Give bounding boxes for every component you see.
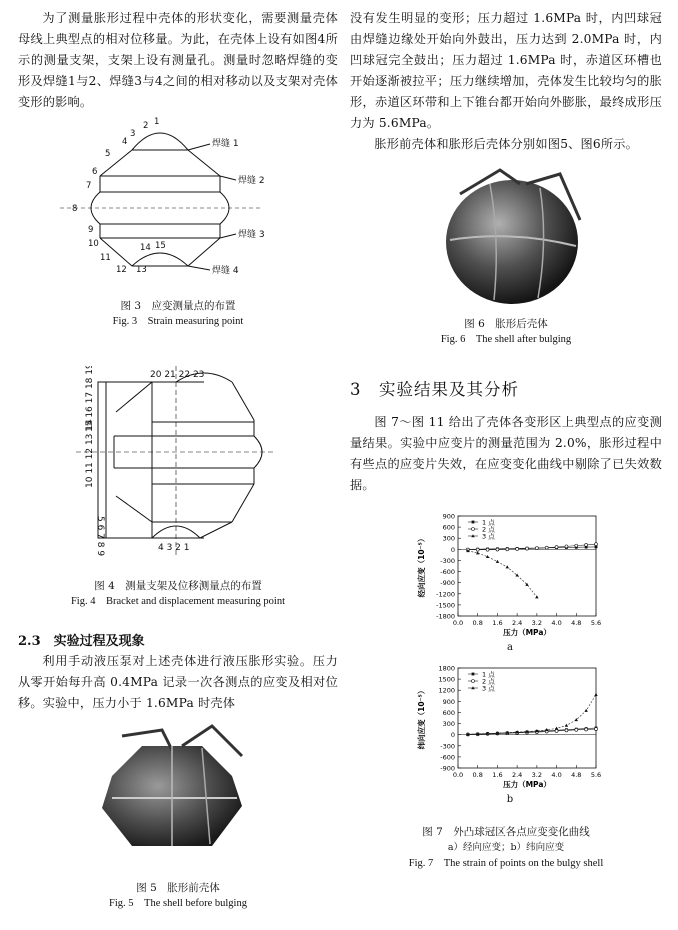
chart-a-xtick-3: 2.4	[511, 619, 523, 627]
chart-a-legend-label-3: 3 点	[482, 532, 495, 541]
chart-a-xtick-1: 0.8	[472, 619, 483, 627]
figure-6-caption	[350, 316, 662, 348]
figure-4-caption-cn: 图 4 测量支架及位移测量点的布置	[94, 580, 262, 592]
fig3-point-2: 2	[143, 121, 149, 131]
chart-a-xtick-2: 1.6	[492, 619, 503, 627]
chart-b-series-3-point-9	[555, 727, 558, 730]
chart-b-ytick-7: -300	[440, 742, 455, 751]
chart-a-series-2-point-2	[486, 548, 489, 551]
chart-b-legend-label-2: 2 点	[482, 677, 495, 686]
chart-b-series-3-point-12	[584, 709, 587, 712]
figure-3-caption-en: Fig. 3 Strain measuring point	[112, 316, 244, 327]
left-column	[18, 8, 338, 113]
right-paragraph-3: 图 7～图 11 给出了壳体各变形区上典型点的应变测量结果。实验中应变片的测量范围为 2.0%，胀形过程中有些点的应变片失效，在应变变化曲线中剔除了已失效数据。	[350, 415, 662, 492]
chart-a-series-2-point-6	[526, 547, 529, 550]
left-paragraph-1: 为了测量胀形过程中壳体的形状变化，需要测量壳体母线上典型点的相对位移量。为此，在壳体上设有如图4所示的测量支架，支架上设有测量孔。测量时忽略焊缝的变形及焊缝1与2、焊缝3与4之间的相对移动以及支架对壳体变形的影响。	[18, 11, 338, 109]
figure-7-caption	[350, 824, 662, 872]
fig3-weld-4: 焊缝 4	[212, 266, 239, 276]
figure-3-caption	[18, 298, 338, 330]
figure-5-caption	[18, 880, 338, 912]
chart-a-series-2-point-11	[575, 544, 578, 547]
chart-b-ytick-2: 1200	[438, 686, 455, 695]
figure-7-caption-cn: 图 7 外凸球冠区各点应变变化曲线	[422, 826, 590, 838]
figure-7-caption-sub: a）经向应变；b）纬向应变	[447, 842, 565, 853]
figure-3-diagram	[60, 112, 320, 288]
chart-b-series-2-point-9	[555, 729, 558, 732]
figure-7b	[400, 660, 610, 800]
chart-b-series-2-point-10	[565, 729, 568, 732]
chart-b-series-3-point-13	[594, 693, 597, 696]
figure-6-caption-en: Fig. 6 The shell after bulging	[440, 334, 572, 345]
fig3-point-8: 8	[72, 204, 78, 214]
figure-6-image	[430, 160, 590, 310]
right-paragraph-2: 胀形前壳体和胀形后壳体分别如图5、图6所示。	[374, 137, 639, 151]
figure-5-image	[92, 716, 252, 866]
figure-4-caption-en: Fig. 4 Bracket and displacement measuring point	[70, 596, 286, 607]
chart-b-xtick-7: 5.6	[590, 771, 602, 779]
left-paragraph-2: 利用手动液压泵对上述壳体进行液压胀形实验。压力从零开始每升高 0.4MPa 记录一次各测点的应变及相对位移。实验中，压力小于 1.6MPa 时壳体	[18, 654, 338, 710]
fig3-point-14: 14	[140, 243, 151, 253]
figure-5-photo	[92, 716, 252, 866]
chart-a	[400, 508, 610, 648]
figure-6-photo	[430, 160, 590, 310]
chart-a-series-2-point-4	[506, 548, 509, 551]
fig3-point-1: 1	[154, 117, 160, 127]
chart-a-series-2-point-8	[545, 546, 548, 549]
fig3-point-11: 11	[100, 253, 111, 263]
section-3	[350, 376, 662, 496]
chart-a-legend-label-1: 1 点	[482, 518, 495, 527]
chart-b-xtick-2: 1.6	[492, 771, 503, 779]
chart-b-series-2-point-13	[595, 728, 598, 731]
figure-4-diagram	[76, 366, 276, 556]
chart-a-ytick-4: -300	[440, 556, 455, 565]
chart-b-ytick-3: 900	[442, 697, 455, 706]
chart-a-ytick-7: -1200	[436, 590, 455, 599]
chart-a-xtick-5: 4.0	[551, 619, 562, 627]
fig3-point-12: 12	[116, 265, 127, 275]
fig3-weld-1: 焊缝 1	[212, 139, 239, 149]
chart-a-xtick-4: 3.2	[531, 619, 543, 627]
figure-3	[60, 112, 320, 288]
chart-a-xtick-0: 0.0	[452, 619, 464, 627]
chart-b-xtick-4: 3.2	[531, 771, 543, 779]
chart-b-ytick-9: -900	[440, 764, 455, 773]
chart-a-series-3-point-7	[535, 595, 538, 598]
chart-b-xtick-6: 4.8	[571, 771, 582, 779]
figure-7b-label: b	[506, 794, 514, 805]
chart-a-xtick-7: 5.6	[590, 619, 602, 627]
fig3-point-15: 15	[155, 241, 166, 251]
fig3-point-7: 7	[86, 181, 92, 191]
chart-b-xtick-0: 0.0	[452, 771, 464, 779]
fig3-point-13: 13	[136, 265, 147, 275]
section-2-3-title: 2.3 实验过程及现象	[18, 634, 145, 649]
figure-5-caption-cn: 图 5 胀形前壳体	[136, 882, 220, 894]
figure-4	[76, 366, 276, 556]
figure-5-caption-en: Fig. 5 The shell before bulging	[109, 898, 247, 909]
chart-b-legend-label-1: 1 点	[482, 670, 495, 679]
chart-b-ylabel: 纬向应变（10⁻⁵）	[417, 686, 426, 750]
chart-a-xlabel: 压力（MPa）	[503, 628, 551, 637]
fig3-weld-3: 焊缝 3	[238, 230, 265, 240]
figure-3-caption-cn: 图 3 应变测量点的布置	[120, 300, 236, 312]
chart-a-ytick-3: 0	[450, 545, 455, 554]
chart-a-series-2-point-13	[595, 543, 598, 546]
chart-a-legend-marker-2	[472, 528, 475, 531]
chart-a-series-2-point-5	[516, 547, 519, 550]
chart-b-xtick-5: 4.0	[551, 771, 562, 779]
chart-a-series-2-point-10	[565, 545, 568, 548]
fig4-left-mid-points: 10 11 12 13 14	[85, 419, 95, 488]
fig3-point-6: 6	[92, 167, 98, 177]
chart-a-plot-frame	[458, 516, 596, 616]
chart-a-series-2-point-12	[585, 543, 588, 546]
chart-b-ytick-0: 1800	[438, 664, 455, 673]
chart-b-series-2-point-11	[575, 728, 578, 731]
figure-6-caption-cn: 图 6 胀形后壳体	[464, 318, 548, 330]
figure-7a-label: a	[507, 642, 513, 653]
chart-b-ytick-5: 300	[442, 720, 455, 729]
chart-a-legend-label-2: 2 点	[482, 525, 495, 534]
chart-a-ylabel: 经向应变（10⁻⁵）	[417, 534, 426, 598]
chart-a-legend-marker-1	[472, 521, 475, 524]
chart-b-legend-label-3: 3 点	[482, 684, 495, 693]
chart-a-series-3-point-3	[496, 560, 499, 563]
chart-b-xtick-3: 2.4	[511, 771, 523, 779]
fig3-point-4: 4	[122, 137, 128, 147]
chart-a-ytick-2: 300	[442, 534, 455, 543]
chart-a-ytick-9: -1800	[436, 612, 455, 621]
section-3-title: 3 实验结果及其分析	[350, 380, 519, 399]
section-2-3	[18, 630, 338, 714]
right-paragraph-1: 没有发生明显的变形；压力超过 1.6MPa 时，内凹球冠由焊缝边缘处开始向外鼓出，压力达到 2.0MPa 时，内凹球冠完全鼓出；压力超过 1.6MPa 时，赤道区环槽也开始逐渐被拉平；压力继续增加，壳体发生比较均匀的胀形，赤道区环带和上下锥台都开始向外膨胀，最终成形压力为 5.6MPa。	[350, 11, 662, 130]
figure-4-caption	[18, 578, 338, 610]
fig4-left-upper-points: 15 16 17 18 19	[85, 366, 95, 432]
fig3-point-10: 10	[88, 239, 99, 249]
chart-b-plot-frame	[458, 668, 596, 768]
chart-b-xlabel: 压力（MPa）	[503, 780, 551, 789]
chart-a-series-2-point-7	[535, 547, 538, 550]
chart-b	[400, 660, 610, 800]
chart-a-ytick-1: 600	[442, 523, 455, 532]
chart-a-ytick-5: -600	[440, 568, 455, 577]
chart-a-series-2-point-9	[555, 546, 558, 549]
chart-b-series-3-point-10	[565, 724, 568, 727]
chart-a-ytick-6: -900	[440, 579, 455, 588]
fig3-point-5: 5	[105, 149, 111, 159]
chart-a-series-2-point-1	[476, 548, 479, 551]
chart-b-ytick-4: 600	[442, 708, 455, 717]
chart-a-ytick-8: -1500	[436, 601, 455, 610]
chart-b-ytick-6: 0	[450, 731, 455, 740]
chart-b-ytick-8: -600	[440, 753, 455, 762]
fig4-top-points: 20 21 22 23	[150, 370, 205, 380]
chart-a-series-3-point-4	[506, 565, 509, 568]
chart-a-ytick-0: 900	[442, 512, 455, 521]
chart-b-ytick-1: 1500	[438, 675, 455, 684]
right-column	[350, 8, 662, 155]
chart-b-legend-marker-2	[472, 680, 475, 683]
fig3-point-9: 9	[88, 225, 94, 235]
chart-b-xtick-1: 0.8	[472, 771, 483, 779]
chart-b-series-2-point-12	[585, 728, 588, 731]
chart-a-series-2-point-3	[496, 548, 499, 551]
chart-a-series-3-line	[468, 551, 537, 597]
fig4-bottom-points: 4 3 2 1	[158, 543, 190, 553]
fig3-point-3: 3	[130, 129, 136, 139]
figure-7a	[400, 508, 610, 648]
figure-7-caption-en: Fig. 7 The strain of points on the bulgy shell	[408, 858, 604, 869]
chart-b-legend-marker-1	[472, 673, 475, 676]
chart-a-xtick-6: 4.8	[571, 619, 582, 627]
fig3-weld-2: 焊缝 2	[238, 176, 265, 186]
fig4-left-lower-points: 5 6 7 8 9	[95, 516, 105, 556]
